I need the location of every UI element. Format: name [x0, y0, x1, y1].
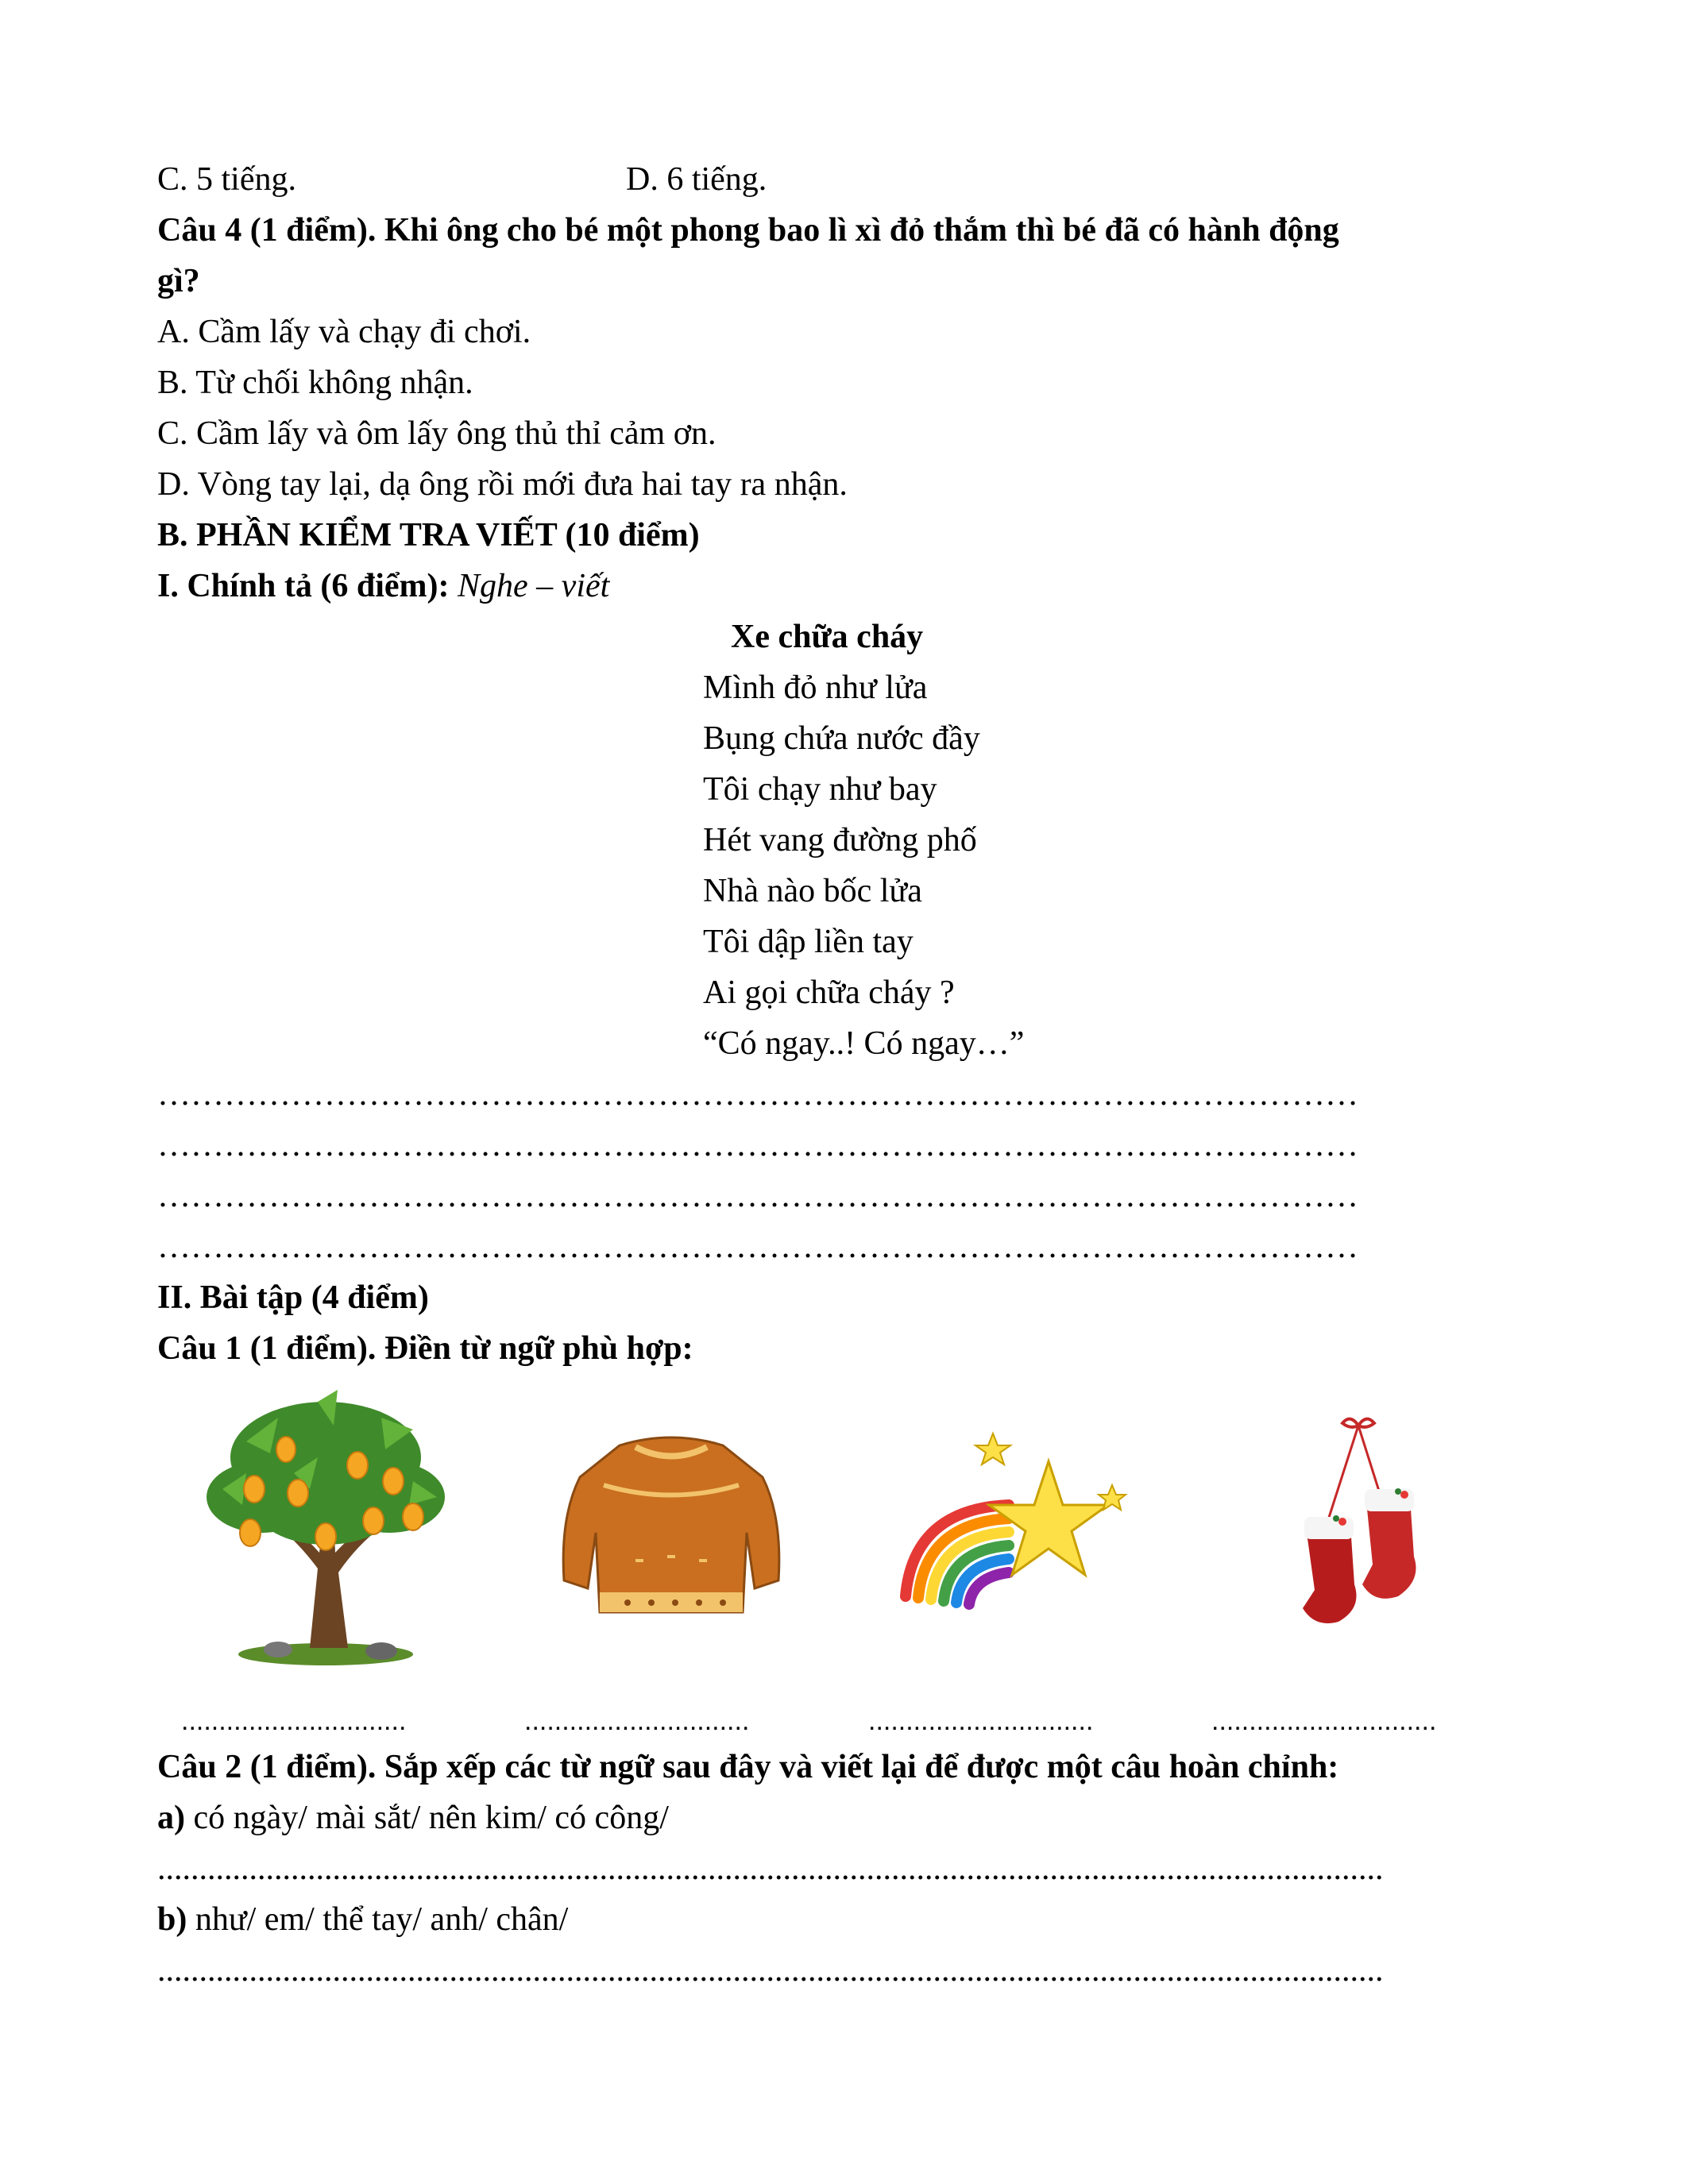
christmas-socks-icon	[1263, 1414, 1454, 1636]
part1-mode: Nghe – viết	[458, 568, 610, 604]
part2-title: II. Bài tập (4 điểm)	[157, 1279, 429, 1316]
q4-option-c: C. Cầm lấy và ôm lấy ông thủ thỉ cảm ơn.	[157, 415, 717, 452]
poem-title: Xe chữa cháy	[731, 619, 924, 655]
q2-a	[157, 1794, 669, 1842]
q2-a-answer-line: ...................................................................................................................................................	[157, 1850, 1384, 1887]
answer-blank: ..............................	[1211, 1706, 1437, 1736]
sweater-icon	[556, 1430, 786, 1628]
q4-option-b: B. Từ chối không nhận.	[157, 365, 473, 401]
q2-a-text: có ngày/ mài sắt/ nên kim/ có công/	[185, 1800, 669, 1836]
q2-b-text: như/ em/ thể tay/ anh/ chân/	[187, 1901, 569, 1938]
q2-title: Câu 2 (1 điểm). Sắp xếp các từ ngữ sau đây và viết lại để được một câu hoàn chỉnh:	[157, 1749, 1339, 1785]
q1-title: Câu 1 (1 điểm). Điền từ ngữ phù hợp:	[157, 1330, 693, 1367]
mango-tree-icon	[199, 1386, 453, 1672]
poem-line: Ai gọi chữa cháy ?	[703, 974, 955, 1011]
q2-b-label: b)	[157, 1901, 187, 1938]
writing-line: ………………………………………………………………………………………………	[157, 1178, 1358, 1214]
q2-b-answer-line: ...................................................................................................................................................	[157, 1952, 1384, 1989]
q3-option-c: C. 5 tiếng.	[157, 161, 296, 198]
q4-option-a: A. Cầm lấy và chạy đi chơi.	[157, 314, 531, 350]
answer-blank: ..............................	[524, 1706, 750, 1736]
writing-line: ………………………………………………………………………………………………	[157, 1229, 1358, 1265]
q2-b	[157, 1896, 568, 1943]
part1-label: I. Chính tả (6 điểm):	[157, 568, 450, 604]
writing-line: ………………………………………………………………………………………………	[157, 1127, 1358, 1163]
poem-line: Bụng chứa nước đầy	[703, 720, 980, 757]
answer-blank: ..............................	[868, 1706, 1094, 1736]
rainbow-star-icon	[890, 1430, 1128, 1620]
q3-option-d: D. 6 tiếng.	[626, 161, 767, 198]
q4-title: Câu 4 (1 điểm). Khi ông cho bé một phong bao lì xì đỏ thắm thì bé đã có hành động	[157, 212, 1339, 249]
q4-title-cont: gì?	[157, 263, 200, 299]
section-b-title: B. PHẦN KIỂM TRA VIẾT (10 điểm)	[157, 517, 700, 554]
writing-line: ………………………………………………………………………………………………	[157, 1076, 1358, 1113]
poem-line: Nhà nào bốc lửa	[703, 873, 922, 909]
poem-line: Tôi dập liền tay	[703, 924, 914, 960]
q2-a-label: a)	[157, 1800, 185, 1836]
poem-line: Hét vang đường phố	[703, 822, 977, 859]
poem-line: “Có ngay..! Có ngay…”	[703, 1025, 1025, 1062]
q4-option-d: D. Vòng tay lại, dạ ông rồi mới đưa hai tay ra nhận.	[157, 466, 848, 503]
poem-line: Tôi chạy như bay	[703, 771, 937, 808]
part1-heading	[157, 562, 609, 610]
answer-blank: ..............................	[181, 1706, 407, 1736]
poem-line: Mình đỏ như lửa	[703, 669, 928, 706]
